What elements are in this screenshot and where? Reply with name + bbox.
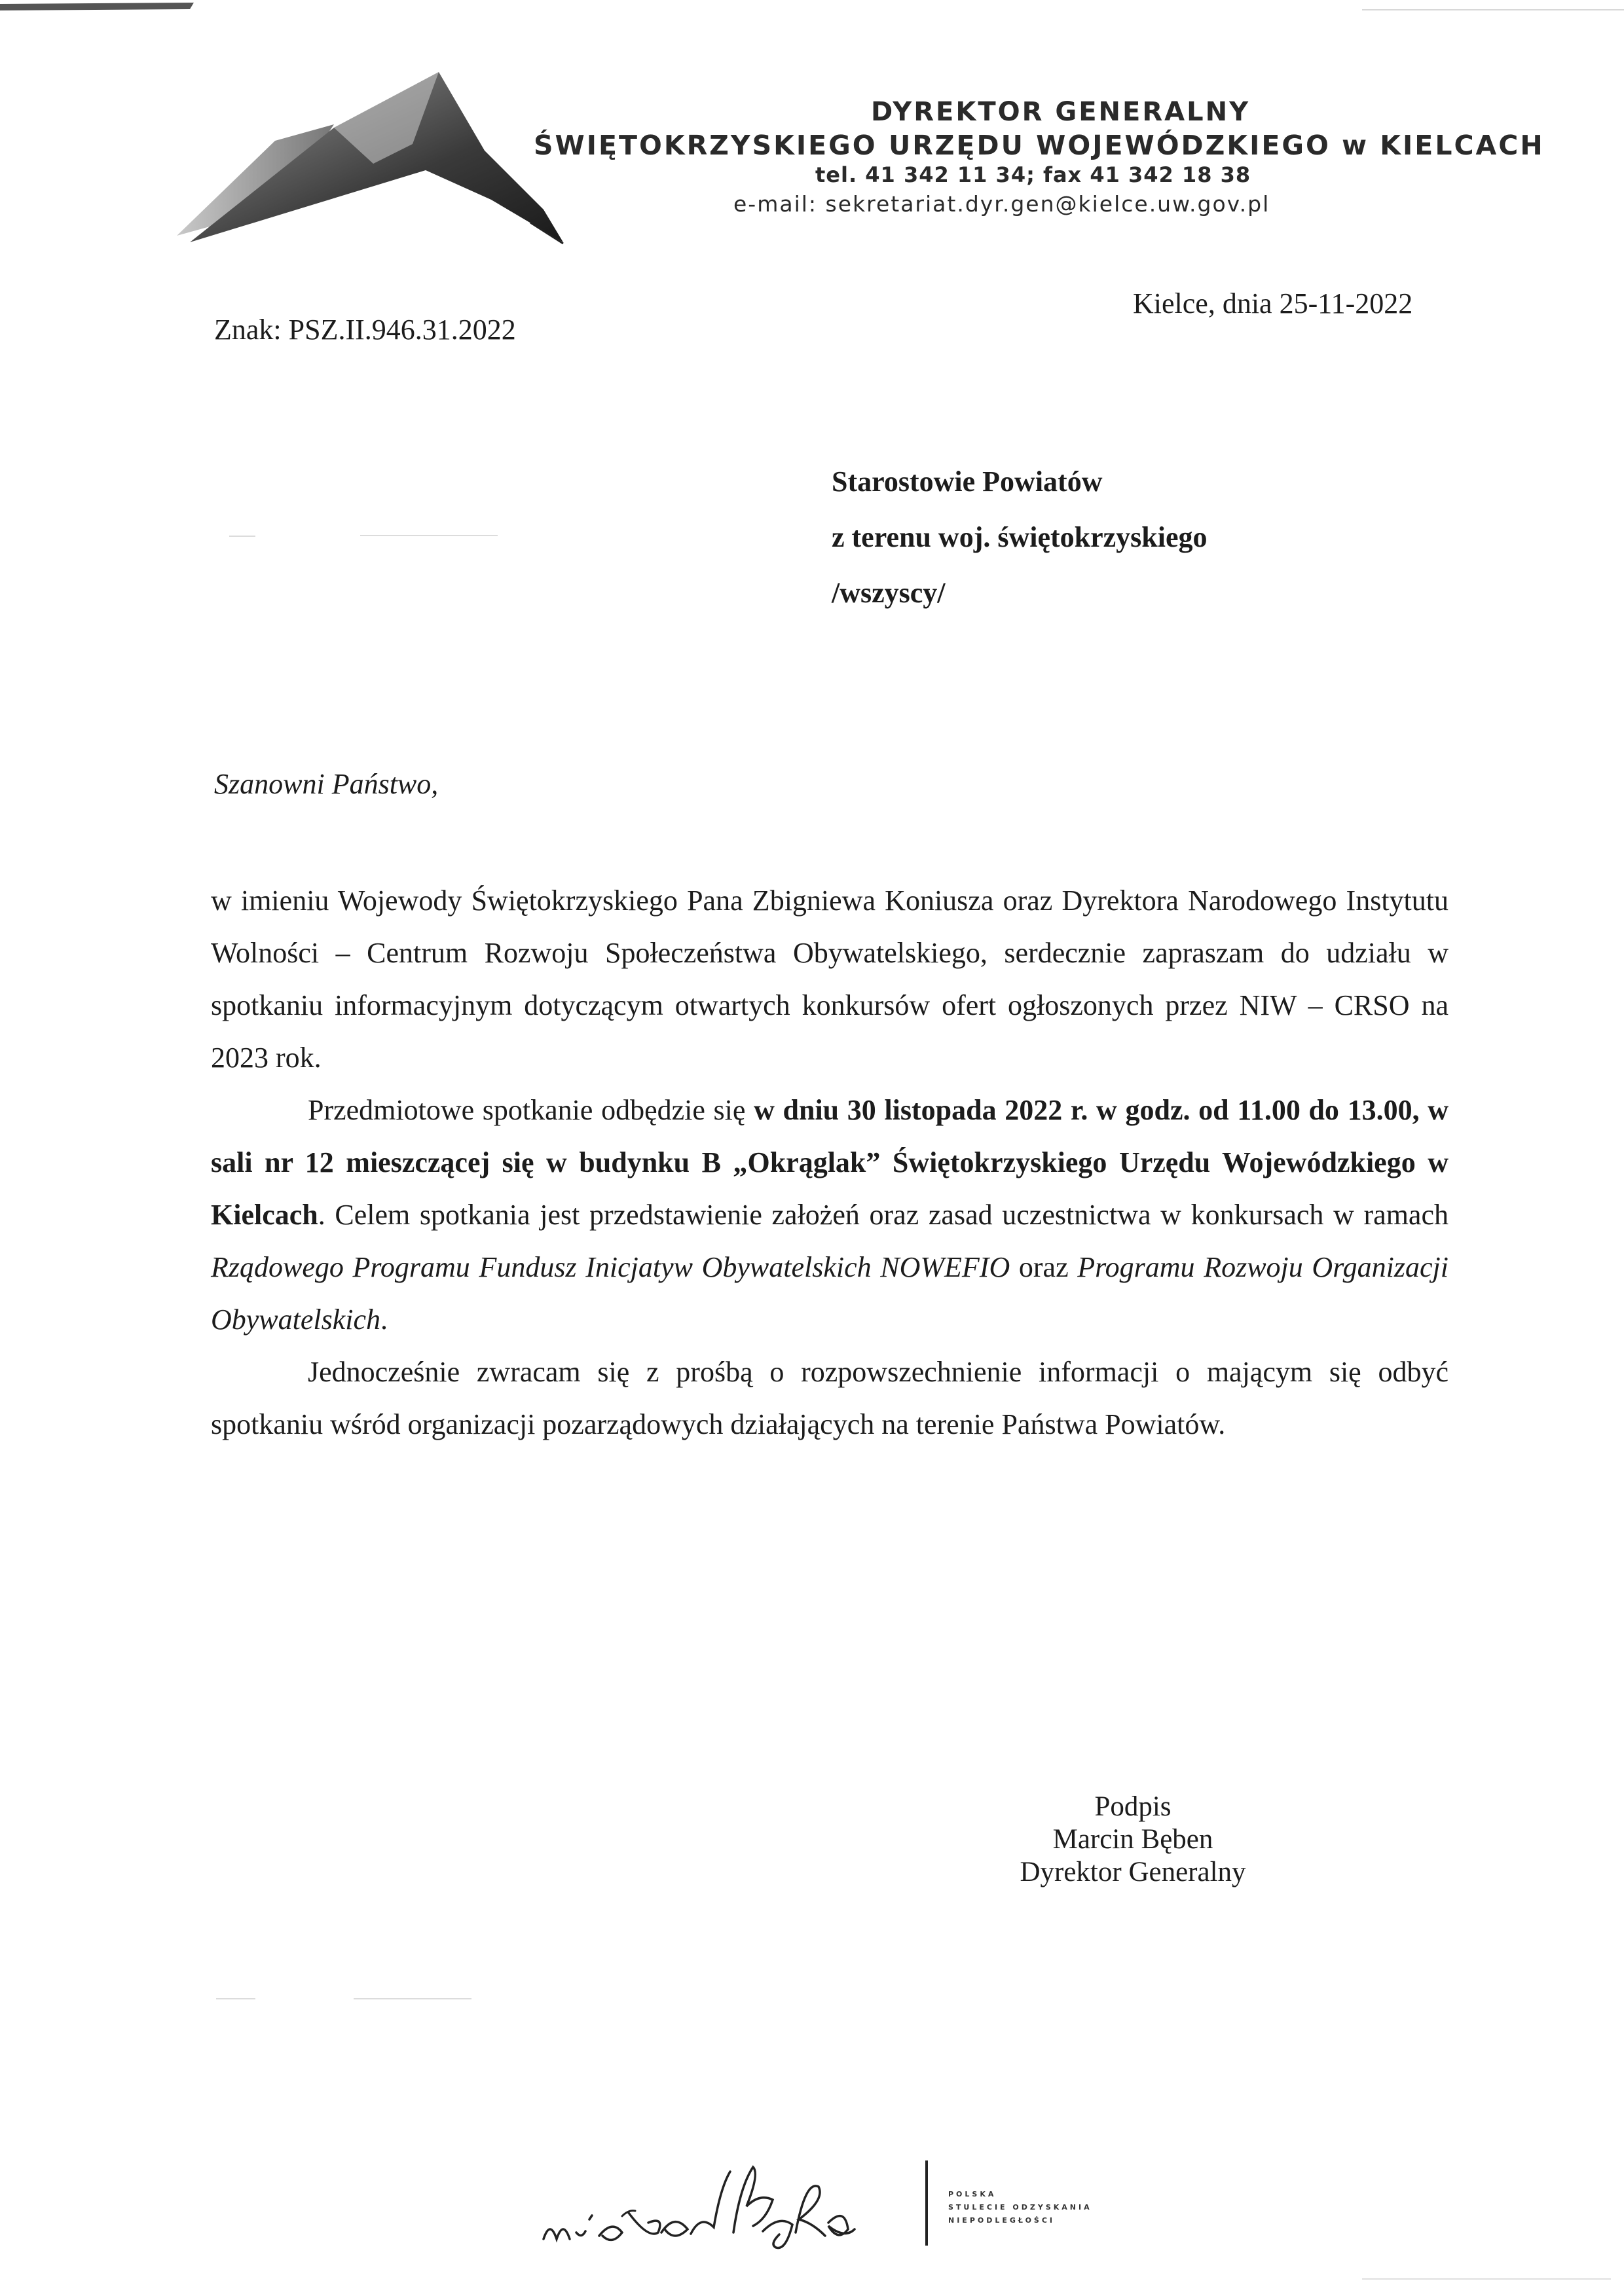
letterhead-title: DYREKTOR GENERALNY bbox=[871, 97, 1251, 127]
salutation: Szanowni Państwo, bbox=[214, 768, 439, 800]
footer-caption: NIEPODLEGŁOŚCI bbox=[948, 2216, 1056, 2225]
recipient-line: z terenu woj. świętokrzyskiego bbox=[832, 521, 1208, 553]
letter-date: Kielce, dnia 25-11-2022 bbox=[1133, 287, 1413, 319]
recipient-line: /wszyscy/ bbox=[832, 577, 946, 609]
body-paragraph bbox=[211, 1084, 1449, 1346]
footer-caption: POLSKA bbox=[948, 2190, 997, 2198]
signatory-name: Marcin Bęben bbox=[1052, 1824, 1213, 1855]
footer-divider bbox=[925, 2160, 928, 2246]
letterhead-office: ŚWIĘTOKRZYSKIEGO URZĘDU WOJEWÓDZKIEGO w KIELCACH bbox=[534, 130, 1545, 161]
program-name: Rządowego Programu Fundusz Inicjatyw Obywatelskich NOWEFIO bbox=[211, 1251, 1010, 1283]
body-text-span: oraz bbox=[1018, 1251, 1069, 1283]
body-text-span: Przedmiotowe spotkanie odbędzie się bbox=[308, 1094, 746, 1126]
body-text-span: . bbox=[380, 1303, 388, 1336]
reference-number: Znak: PSZ.II.946.31.2022 bbox=[214, 314, 516, 346]
scan-dash bbox=[216, 1998, 255, 1999]
letter-body bbox=[211, 875, 1449, 1451]
scan-edge-mark bbox=[0, 0, 196, 20]
signature-block bbox=[1002, 1791, 1264, 1889]
mountain-logo-icon bbox=[177, 65, 583, 255]
scan-edge-line bbox=[1362, 2278, 1611, 2280]
scan-edge-line bbox=[1362, 9, 1624, 10]
signature-label: Podpis bbox=[1094, 1791, 1172, 1822]
body-text-span: . Celem spotkania jest przedstawienie założeń oraz zasad uczestnictwa w konkursach w ramach bbox=[318, 1199, 1449, 1231]
program-name: Programu Rozwoju Organizacji Obywatelskich bbox=[211, 1251, 1449, 1336]
letterhead-email: e-mail: sekretariat.dyr.gen@kielce.uw.gov.pl bbox=[733, 191, 1270, 217]
letterhead-phone: tel. 41 342 11 34; fax 41 342 18 38 bbox=[815, 162, 1251, 187]
scan-dash bbox=[354, 1998, 471, 1999]
body-paragraph: Jednocześnie zwracam się z prośbą o rozpowszechnienie informacji o mającym się odbyć spotkaniu wśród organizacji pozarządowych działających na terenie Państwa Powiatów. bbox=[211, 1356, 1449, 1440]
scan-dash bbox=[360, 535, 498, 536]
footer-caption: STULECIE ODZYSKANIA bbox=[948, 2203, 1092, 2212]
body-paragraph: w imieniu Wojewody Świętokrzyskiego Pana Zbigniewa Koniusza oraz Dyrektora Narodowego Instytutu Wolności – Centrum Rozwoju Społeczeństwa Obywatelskiego, serdecznie zapraszam do udziału w spotkaniu informacyjnym dotyczącym otwartych konkursów ofert ogłoszonych przez NIW – CRSO na 2023 rok. bbox=[211, 884, 1449, 1074]
niepodlegla-logo-icon bbox=[537, 2160, 930, 2259]
recipient-line: Starostowie Powiatów bbox=[832, 465, 1103, 498]
scan-dash bbox=[229, 536, 255, 537]
signatory-title: Dyrektor Generalny bbox=[1020, 1857, 1246, 1887]
meeting-details: w dniu 30 listopada 2022 r. w godz. od 11.00 do 13.00, w sali nr 12 mieszczącej się w budynku B „Okrąglak” Świętokrzyskiego Urzędu Wojewódzkiego w Kielcach bbox=[211, 1094, 1449, 1231]
